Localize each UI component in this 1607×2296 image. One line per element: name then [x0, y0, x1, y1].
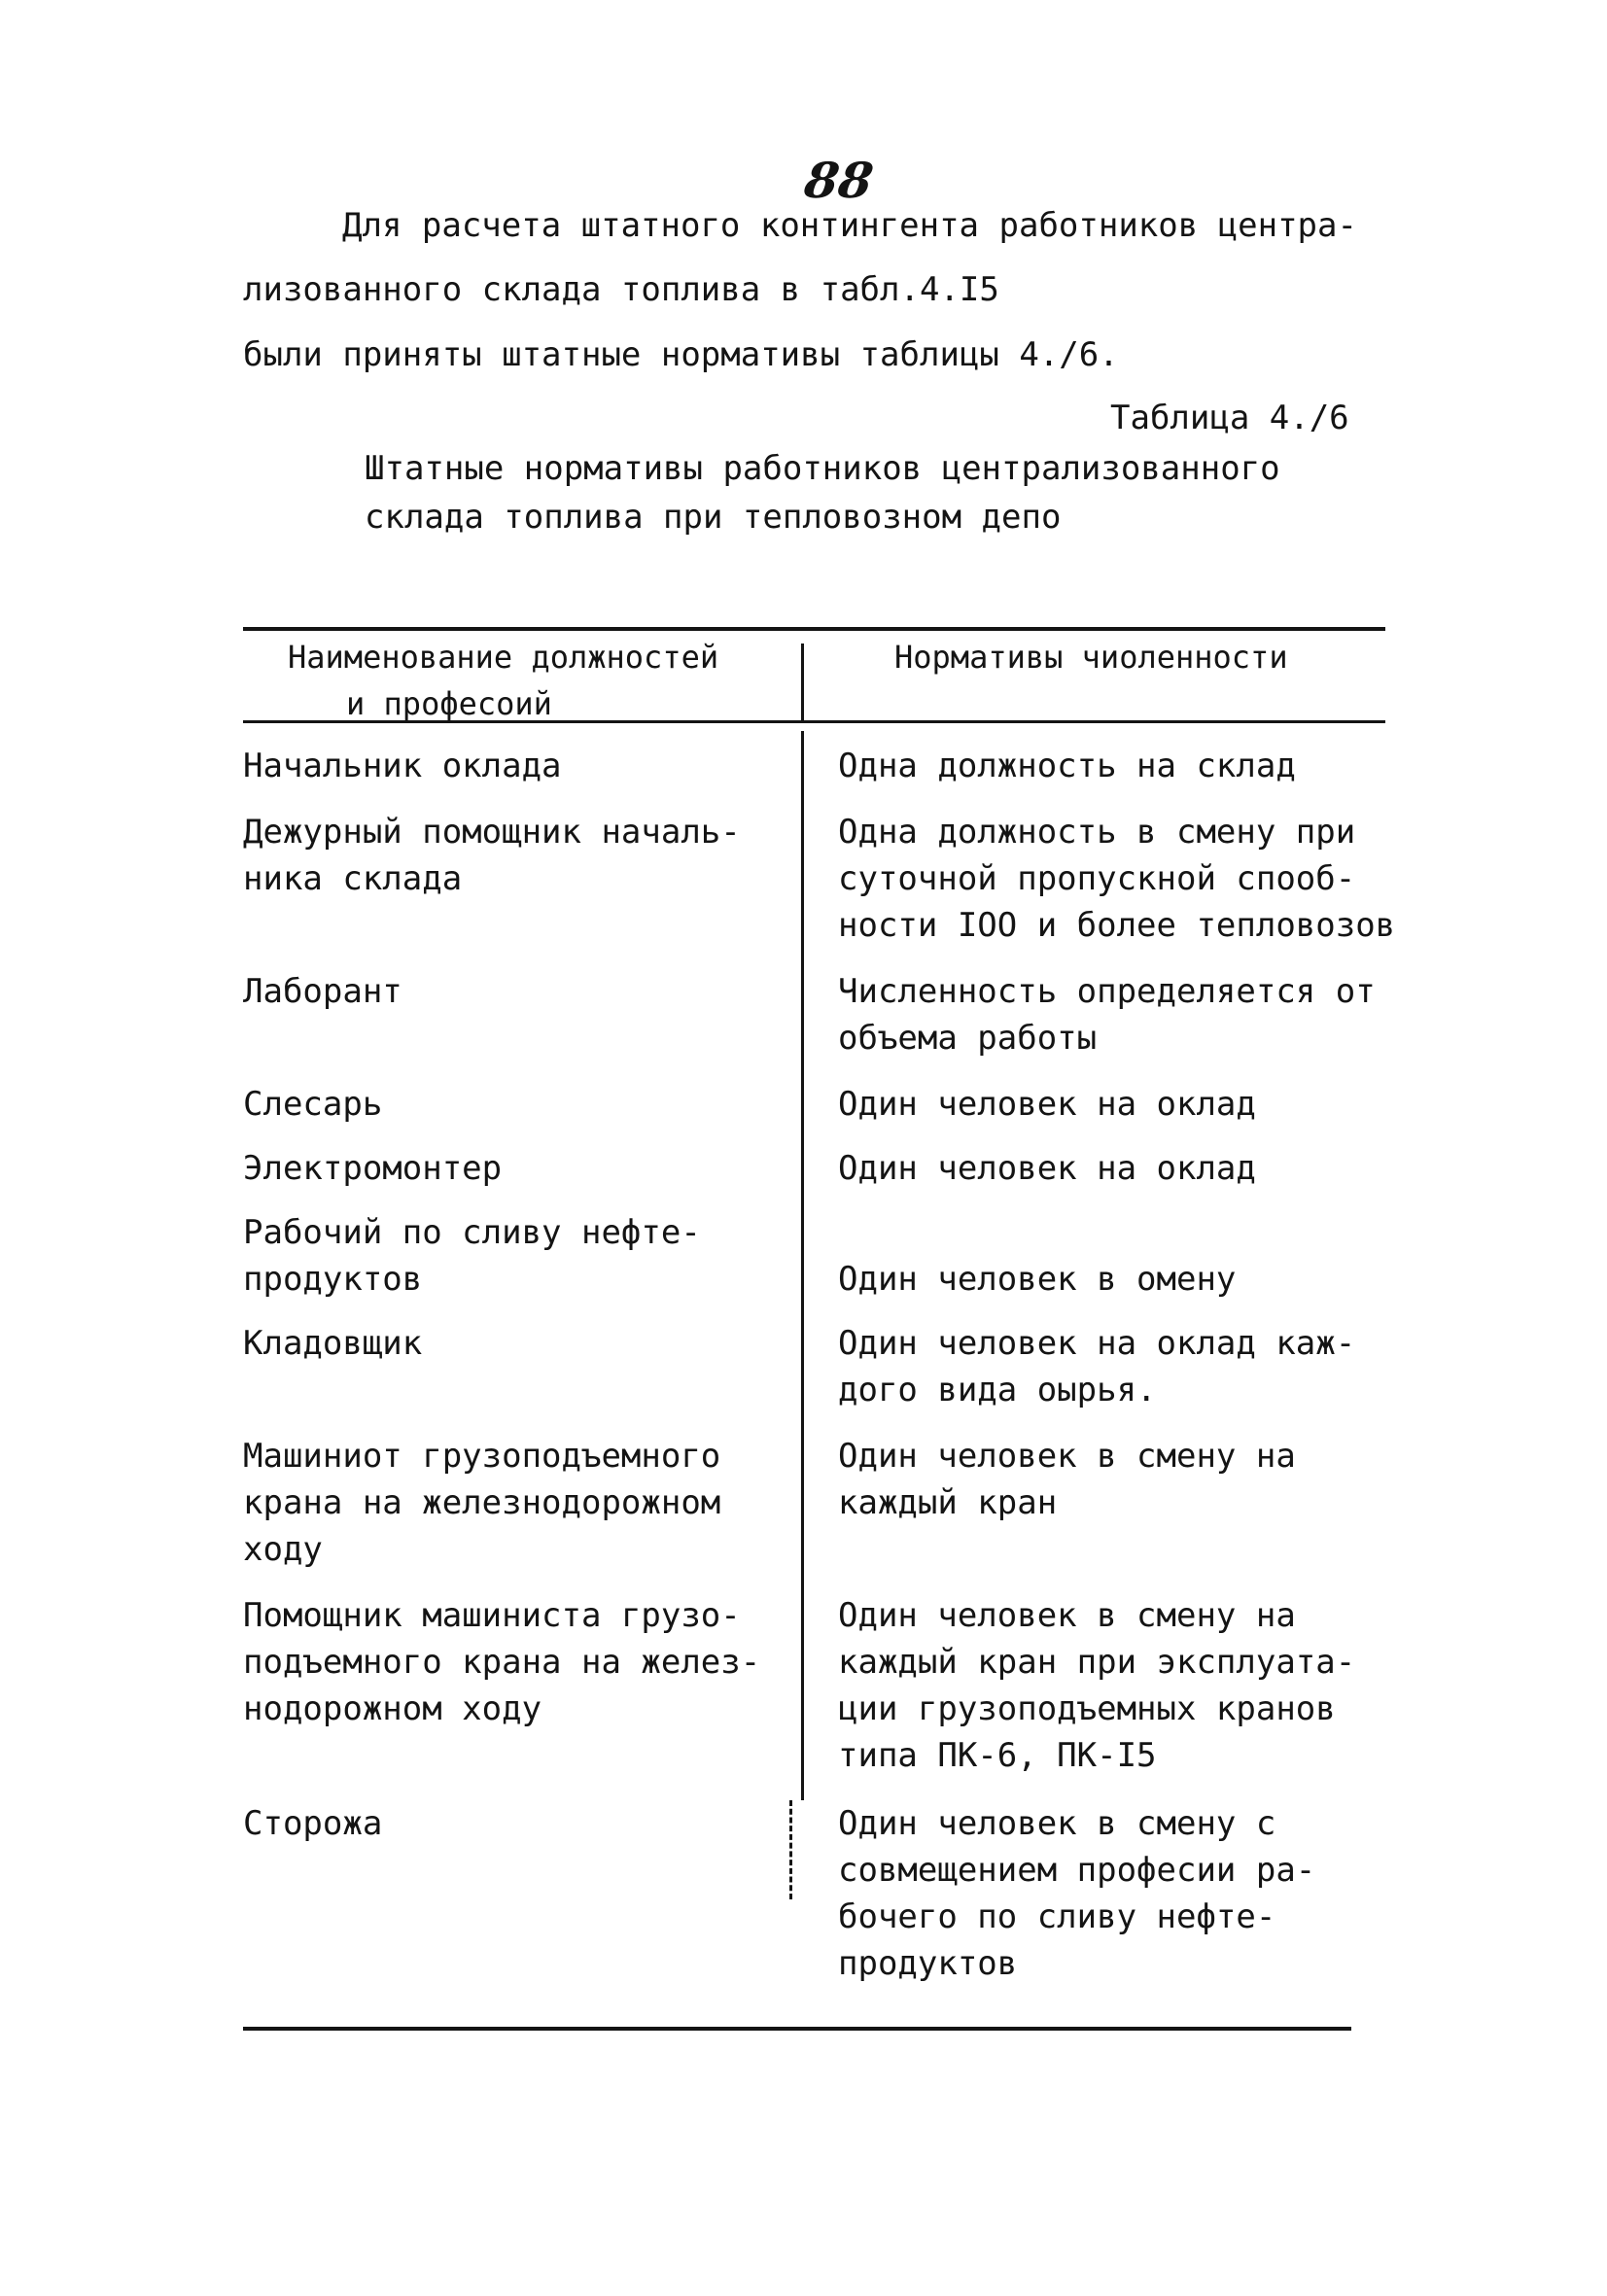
table-cell-text: Машиниот грузоподъемного	[243, 1437, 721, 1476]
table-title-line-2: склада топлива при тепловозном депо	[365, 498, 1062, 537]
table-cell-text: объема работы	[838, 1019, 1098, 1058]
table-row-1-norm	[838, 743, 1296, 789]
table-cell-text: крана на железнодорожном	[243, 1483, 721, 1522]
table-cell-text: Дежурный помощник началь-	[243, 813, 741, 852]
table-cell-text: дого вида оырья.	[838, 1371, 1157, 1409]
table-row-9-norm	[838, 1592, 1355, 1779]
table-cell-text: Электромонтер	[243, 1149, 503, 1188]
table-cell-text: Один человек на оклад	[838, 1149, 1256, 1188]
table-cell-text: каждый кран	[838, 1483, 1058, 1522]
table-cell-text: Один человек на оклад каж-	[838, 1324, 1356, 1363]
table-row-7-norm	[838, 1320, 1355, 1413]
table-row-5-norm	[838, 1145, 1256, 1192]
body-column-divider-dashed	[789, 1800, 792, 1899]
table-bottom-rule	[243, 2027, 1351, 2031]
table-cell-text: типа ПК-6, ПК-I5	[838, 1736, 1157, 1775]
table-cell-text: Один человек на оклад	[838, 1085, 1256, 1124]
table-cell-text: Один человек в смену на	[838, 1437, 1296, 1476]
table-top-rule	[243, 627, 1385, 631]
table-cell-text: подъемного крана на желез-	[243, 1643, 761, 1682]
table-cell-text: Лаборант	[243, 972, 402, 1011]
table-cell-text: Одна должность на склад	[838, 747, 1296, 785]
table-row-3-norm	[838, 968, 1376, 1061]
table-row-8-position	[243, 1433, 720, 1573]
table-cell-text: Рабочий по сливу нефте-	[243, 1213, 701, 1252]
table-caption-label: Таблица 4./6	[1110, 399, 1349, 437]
table-row-6-norm	[838, 1256, 1236, 1303]
table-cell-text: суточной пропускной спооб-	[838, 859, 1356, 898]
header-column-divider	[801, 644, 804, 721]
table-cell-text: Численность определяется от	[838, 972, 1376, 1011]
table-cell-text: Начальник оклада	[243, 747, 562, 785]
table-cell-text: ника склада	[243, 859, 463, 898]
table-row-10-position	[243, 1800, 382, 1847]
body-column-divider	[801, 731, 804, 1800]
page-number: 88	[800, 152, 877, 209]
table-cell-text: Слесарь	[243, 1085, 383, 1124]
table-cell-text: Одна должность в смену при	[838, 813, 1356, 852]
header-norm	[894, 634, 1288, 680]
table-row-8-norm	[838, 1433, 1296, 1526]
table-row-4-norm	[838, 1081, 1256, 1128]
header-position-line-2: и професоий	[346, 685, 552, 722]
table-cell-text: ции грузоподъемных кранов	[838, 1689, 1336, 1728]
table-cell-text: Один человек в смену на	[838, 1596, 1296, 1635]
table-cell-text: Один человек в омену	[838, 1260, 1237, 1299]
table-cell-text: Один человек в смену с	[838, 1804, 1276, 1843]
table-row-10-norm	[838, 1800, 1315, 1987]
table-cell-text: ности IOO и более тепловозов	[838, 906, 1396, 945]
table-cell-text: совмещением професии ра-	[838, 1851, 1316, 1890]
table-row-1-position	[243, 743, 562, 789]
table-title-line-1: Штатные нормативы работников централизованного	[365, 449, 1280, 488]
table-cell-text: нодорожном ходу	[243, 1689, 542, 1728]
table-row-9-position	[243, 1592, 760, 1732]
header-position	[288, 634, 718, 727]
table-row-4-position	[243, 1081, 382, 1128]
intro-line-3: были приняты штатные нормативы таблицы 4./6.	[243, 335, 1119, 374]
intro-line-1: Для расчета штатного контингента работников центра-	[342, 206, 1357, 245]
table-cell-text: Помощник машиниста грузо-	[243, 1596, 741, 1635]
table-row-2-position	[243, 809, 741, 902]
table-cell-text: ходу	[243, 1530, 323, 1569]
table-cell-text: каждый кран при эксплуата-	[838, 1643, 1356, 1682]
table-row-7-position	[243, 1320, 422, 1367]
table-cell-text: Сторожа	[243, 1804, 383, 1843]
table-row-3-position	[243, 968, 402, 1015]
intro-line-2: лизованного склада топлива в табл.4.I5	[243, 270, 999, 309]
table-cell-text: продуктов	[838, 1944, 1018, 1983]
table-cell-text: продуктов	[243, 1260, 423, 1299]
table-row-2-norm	[838, 809, 1395, 949]
table-row-6-position	[243, 1209, 701, 1303]
header-position-line-1: Наименование должностей	[288, 639, 719, 676]
table-cell-text: бочего по сливу нефте-	[838, 1897, 1276, 1936]
table-cell-text: Кладовщик	[243, 1324, 423, 1363]
table-row-5-position	[243, 1145, 502, 1192]
header-norm-line-1: Нормативы чиоленности	[894, 639, 1288, 676]
